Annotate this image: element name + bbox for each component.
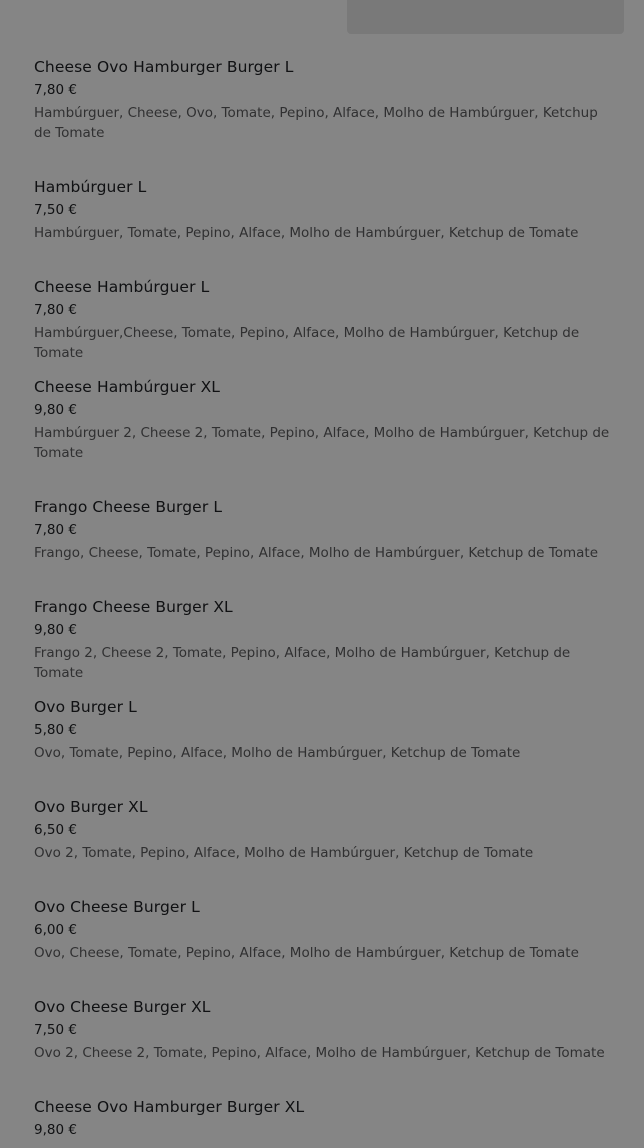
item-description: Hambúrguer, Tomate, Pepino, Alface, Molho de Hambúrguer, Ketchup de Tomate (34, 225, 579, 241)
item-price: 7,80 € (34, 522, 77, 538)
item-price: 7,80 € (34, 302, 77, 318)
item-price: 6,50 € (34, 822, 77, 838)
item-price: 9,80 € (34, 402, 77, 418)
item-description: Hambúrguer 2, Cheese 2, Tomate, Pepino, Alface, Molho de Hambúrguer, Ketchup de Tomate (34, 425, 610, 461)
item-name: Ovo Burger L (34, 698, 137, 716)
item-price: 7,80 € (34, 82, 77, 98)
item-description: Ovo 2, Tomate, Pepino, Alface, Molho de Hambúrguer, Ketchup de Tomate (34, 845, 534, 861)
item-price: 6,00 € (34, 922, 77, 938)
item-price: 7,50 € (34, 202, 77, 218)
item-name: Cheese Hambúrguer XL (34, 378, 221, 396)
item-name: Cheese Ovo Hamburger Burger L (34, 58, 294, 76)
item-name: Cheese Hambúrguer L (34, 278, 210, 296)
item-description: Ovo, Cheese, Tomate, Pepino, Alface, Molho de Hambúrguer, Ketchup de Tomate (34, 945, 579, 961)
item-name: Frango Cheese Burger L (34, 498, 223, 516)
item-description: Hambúrguer,Cheese, Tomate, Pepino, Alface, Molho de Hambúrguer, Ketchup de Tomate (34, 325, 580, 361)
item-name: Hambúrguer L (34, 178, 147, 196)
item-name: Frango Cheese Burger XL (34, 598, 233, 616)
item-description: Ovo, Tomate, Pepino, Alface, Molho de Hambúrguer, Ketchup de Tomate (34, 745, 521, 761)
item-price: 5,80 € (34, 722, 77, 738)
item-description: Ovo 2, Cheese 2, Tomate, Pepino, Alface, Molho de Hambúrguer, Ketchup de Tomate (34, 1045, 605, 1061)
item-price: 9,80 € (34, 622, 77, 638)
item-name: Cheese Ovo Hamburger Burger XL (34, 1098, 305, 1116)
item-description: Frango, Cheese, Tomate, Pepino, Alface, Molho de Hambúrguer, Ketchup de Tomate (34, 545, 598, 561)
item-description: Hambúrguer, Cheese, Ovo, Tomate, Pepino, Alface, Molho de Hambúrguer, Ketchup de Tomate (34, 105, 598, 141)
item-price: 9,80 € (34, 1122, 77, 1138)
item-description: Frango 2, Cheese 2, Tomate, Pepino, Alface, Molho de Hambúrguer, Ketchup de Tomate (34, 645, 571, 681)
item-name: Ovo Cheese Burger XL (34, 998, 211, 1016)
item-name: Ovo Burger XL (34, 798, 148, 816)
item-name: Ovo Cheese Burger L (34, 898, 200, 916)
item-price: 7,50 € (34, 1022, 77, 1038)
